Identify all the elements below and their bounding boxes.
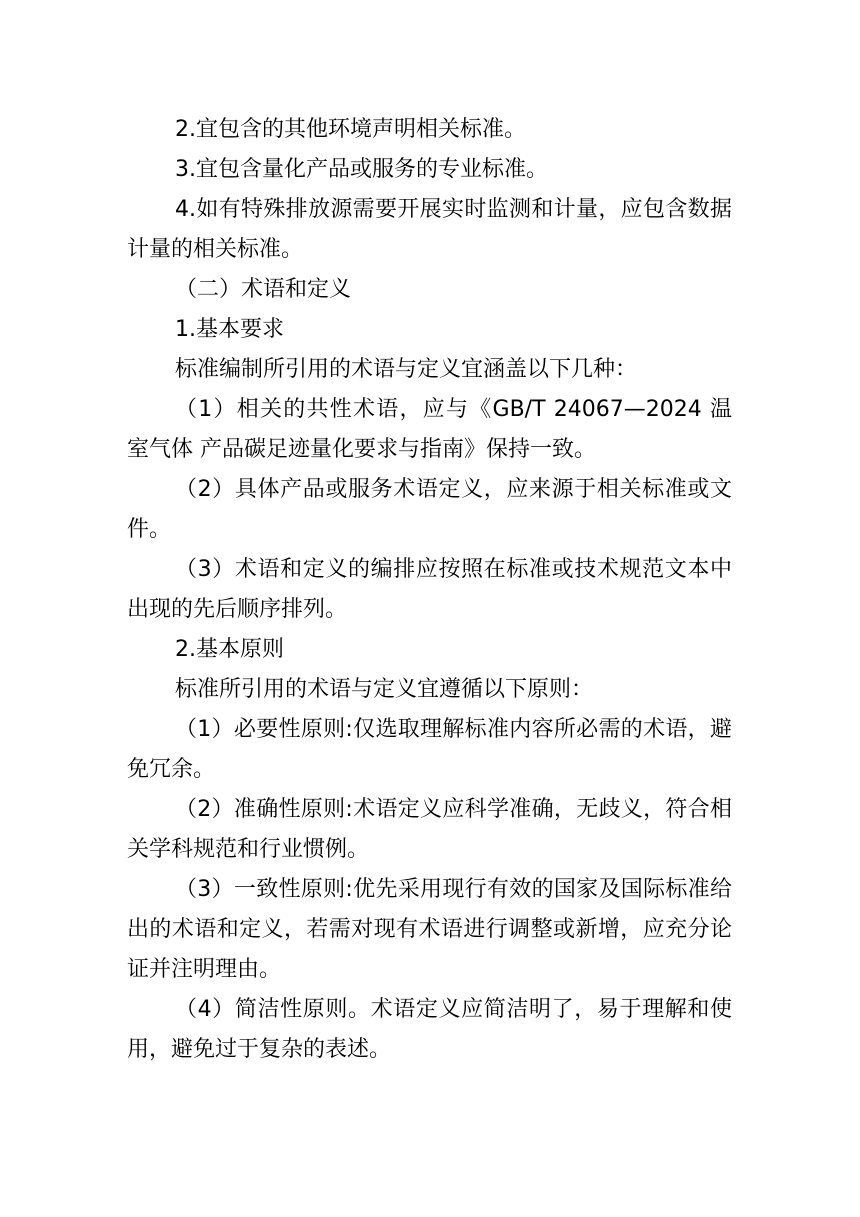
subheading-basic-requirements: 1.基本要求: [175, 317, 284, 342]
list-item-common-terms: （1）相关的共性术语，应与《GB/T 24067—2024 温室气体 产品碳足迹量化要求与指南》保持一致。: [127, 397, 732, 462]
list-item-consistency-principle: （3）一致性原则:优先采用现行有效的国家及国际标准给出的术语和定义，若需对现有术语进行调整或新增，应充分论证并注明理由。: [127, 877, 732, 982]
paragraph-other-env-standards: 2.宜包含的其他环境声明相关标准。: [175, 117, 526, 142]
list-item-term-ordering: （3）术语和定义的编排应按照在标准或技术规范文本中出现的先后顺序排列。: [127, 557, 732, 622]
list-item-product-terms: （2）具体产品或服务术语定义，应来源于相关标准或文件。: [127, 477, 732, 542]
list-item-conciseness-principle: （4）简洁性原则。术语定义应简洁明了，易于理解和使用，避免过于复杂的表述。: [127, 997, 732, 1062]
paragraph-quantification-standards: 3.宜包含量化产品或服务的专业标准。: [175, 157, 548, 182]
list-item-necessity-principle: （1）必要性原则:仅选取理解标准内容所必需的术语，避免冗余。: [127, 717, 732, 782]
paragraph-terms-scope: 标准编制所引用的术语与定义宜涵盖以下几种：: [175, 357, 638, 382]
list-item-accuracy-principle: （2）准确性原则:术语定义应科学准确，无歧义，符合相关学科规范和行业惯例。: [127, 797, 732, 862]
document-body: [127, 110, 732, 1070]
section-heading-terms: （二）术语和定义: [175, 277, 352, 302]
paragraph-monitoring-standards: 4.如有特殊排放源需要开展实时监测和计量，应包含数据计量的相关标准。: [127, 197, 732, 262]
paragraph-principles-intro: 标准所引用的术语与定义宜遵循以下原则：: [175, 677, 594, 702]
subheading-basic-principles: 2.基本原则: [175, 637, 284, 662]
